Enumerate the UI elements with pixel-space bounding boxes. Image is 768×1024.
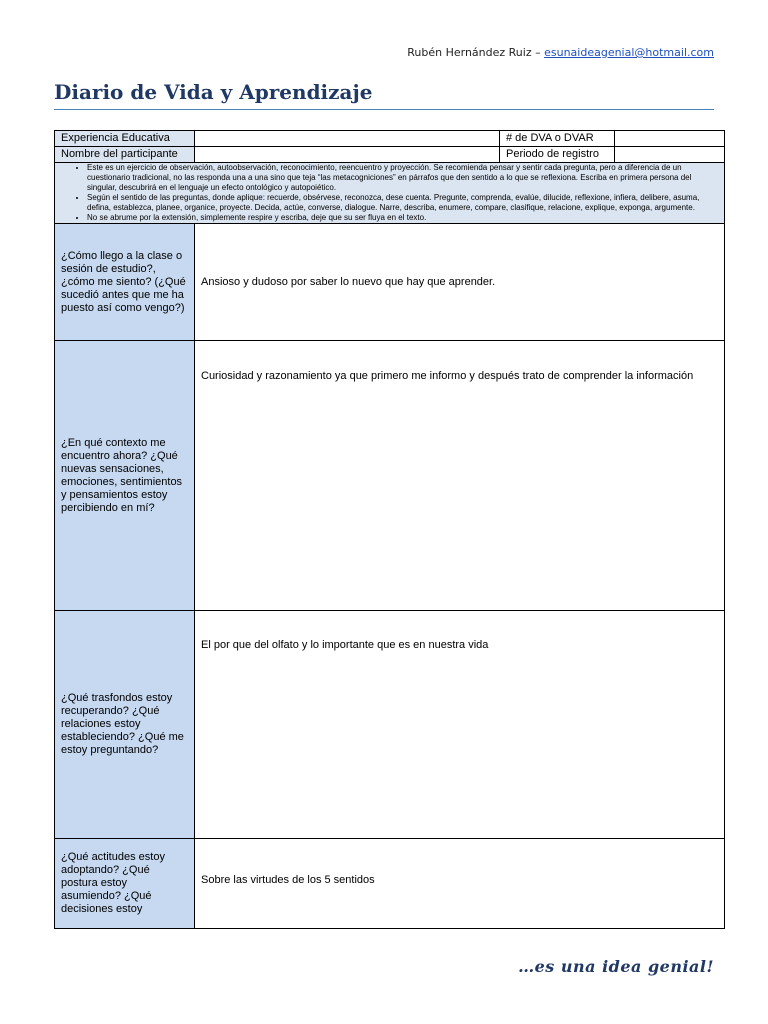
instructions-list	[61, 163, 718, 223]
instruction-item: • Según el sentido de las preguntas, donde aplique: recuerde, obsérvese, reconozca, dese cuenta. Pregunte, comprenda, evalúe, dilucide, reflexione, infiera, delibere, asuma, defina, establezca, planee, organice, proyecte. Decida, actúe, converse, dialogue. Narre, describa, enumere, compare, clasifique, relacione, explique, exponga, argumente.	[87, 193, 718, 213]
answer-cell[interactable]: Ansioso y dudoso por saber lo nuevo que hay que aprender.	[195, 224, 725, 341]
question-cell: ¿Cómo llego a la clase o sesión de estudio?, ¿cómo me siento? (¿Qué sucedió antes que me ha puesto así como vengo?)	[55, 224, 195, 341]
periodo-field[interactable]	[615, 147, 725, 163]
instructions-row	[55, 163, 725, 224]
title-divider	[54, 109, 714, 110]
author-email-link[interactable]: esunaideagenial@hotmail.com	[544, 46, 714, 59]
diary-table	[54, 130, 725, 929]
answer-cell[interactable]: El por que del olfato y lo importante que es en nuestra vida	[195, 611, 725, 839]
periodo-label: Periodo de registro	[500, 147, 615, 163]
question-cell: ¿En qué contexto me encuentro ahora? ¿Qué nuevas sensaciones, emociones, sentimientos y pensamientos estoy percibiendo en mí?	[55, 341, 195, 611]
author-line	[407, 46, 714, 59]
question-row	[55, 224, 725, 341]
meta-row-nombre	[55, 147, 725, 163]
question-row	[55, 341, 725, 611]
author-name: Rubén Hernández Ruiz –	[407, 46, 541, 59]
experiencia-label: Experiencia Educativa	[55, 131, 195, 147]
meta-row-experiencia	[55, 131, 725, 147]
instruction-item: • Este es un ejercicio de observación, autoobservación, reconocimiento, reencuentro y proyección. Se recomienda pensar y sentir cada pregunta, pero a diferencia de un cuestionario tradicional, no las responda una a una sino que teja “las metacogniciones” en párrafos que den sentido a lo que se reflexiona. Escriba en primera persona del singular, descubrirá en el lenguaje un efecto ontológico y autopoiético.	[87, 163, 718, 193]
question-cell: ¿Qué trasfondos estoy recuperando? ¿Qué relaciones estoy estableciendo? ¿Qué me estoy preguntando?	[55, 611, 195, 839]
page-title: Diario de Vida y Aprendizaje	[54, 80, 373, 104]
instructions-cell	[55, 163, 725, 224]
question-row	[55, 839, 725, 929]
answer-cell[interactable]: Sobre las virtudes de los 5 sentidos	[195, 839, 725, 929]
experiencia-field[interactable]	[195, 131, 500, 147]
answer-cell[interactable]: Curiosidad y razonamiento ya que primero me informo y después trato de comprender la información	[195, 341, 725, 611]
nombre-label: Nombre del participante	[55, 147, 195, 163]
question-row	[55, 611, 725, 839]
dva-field[interactable]	[615, 131, 725, 147]
question-cell: ¿Qué actitudes estoy adoptando? ¿Qué postura estoy asumiendo? ¿Qué decisiones estoy	[55, 839, 195, 929]
footer-tagline: …es una idea genial!	[518, 957, 714, 976]
dva-label: # de DVA o DVAR	[500, 131, 615, 147]
instruction-item: • No se abrume por la extensión, simplemente respire y escriba, deje que su ser fluya en el texto.	[87, 213, 718, 223]
nombre-field[interactable]	[195, 147, 500, 163]
